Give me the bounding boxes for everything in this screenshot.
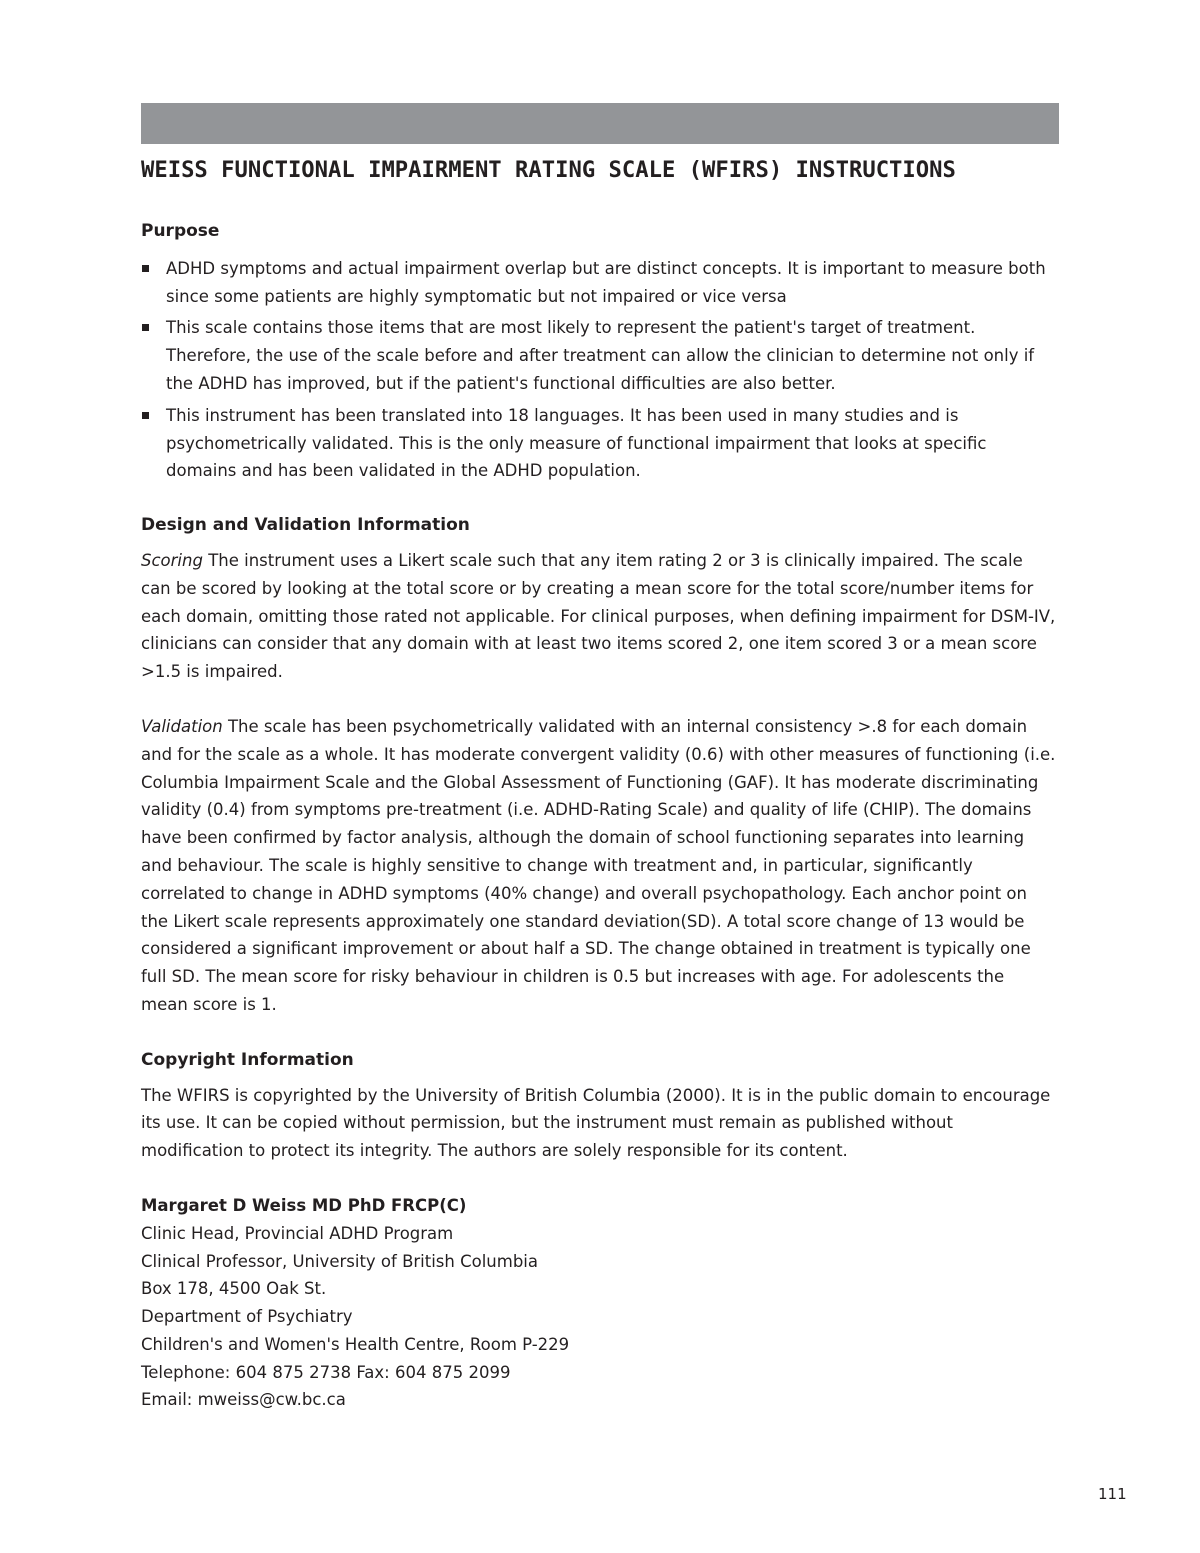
design-heading: Design and Validation Information	[141, 515, 470, 536]
copyright-paragraph: The WFIRS is copyrighted by the University of British Columbia (2000). It is in the public domain to encourage its use. It can be copied without permission, but the instrument must remain as published without modification to protect its integrity. The authors are solely responsible for its content.	[141, 1085, 1051, 1161]
author-address-line: Box 178, 4500 Oak St.	[141, 1279, 327, 1299]
list-item	[141, 402, 1056, 485]
validation-paragraph	[141, 713, 1056, 1019]
author-name: Margaret D Weiss MD PhD FRCP(C)	[141, 1195, 467, 1215]
square-bullet-icon	[142, 412, 149, 419]
author-title-line: Clinic Head, Provincial ADHD Program	[141, 1223, 454, 1243]
purpose-heading: Purpose	[141, 221, 220, 241]
scoring-paragraph	[141, 547, 1056, 686]
purpose-list	[141, 255, 1056, 485]
validation-text: The scale has been psychometrically validated with an internal consistency >.8 for each domain and for the scale as a whole. It has moderate convergent validity (0.6) with other measures of functioning (i.e. Columbia Impairment Scale and the Global Assessment of Functioning (GAF). It has moderate discriminating validity (0.4) from symptoms pre-treatment (i.e. ADHD-Rating Scale) and quality of life (CHIP). The domains have been confirmed by factor analysis, although the domain of school functioning separates into learning and behaviour. The scale is highly sensitive to change with treatment and, in particular, significantly correlated to change in ADHD symptoms (40% change) and overall psychopathology. Each anchor point on the Likert scale represents approximately one standard deviation(SD). A total score change of 13 would be considered a significant improvement or about half a SD. The change obtained in treatment is typically one full SD. The mean score for risky behaviour in children is 0.5 but increases with age. For adolescents the mean score is 1.	[141, 716, 1056, 1014]
list-item	[141, 314, 1056, 397]
copyright-heading: Copyright Information	[141, 1049, 354, 1070]
scoring-text: The instrument uses a Likert scale such that any item rating 2 or 3 is clinically impaired. The scale can be scored by looking at the total score or by creating a mean score for the total score/number items for each domain, omitting those rated not applicable. For clinical purposes, when defining impairment for DSM-IV, clinicians can consider that any domain with at least two items scored 2, one item scored 3 or a mean score >1.5 is impaired.	[141, 550, 1056, 682]
author-contact-block	[141, 1192, 1056, 1414]
author-phone-line: Telephone: 604 875 2738 Fax: 604 875 2099	[141, 1362, 511, 1382]
document-content	[141, 150, 1056, 1414]
page-title: WEISS FUNCTIONAL IMPAIRMENT RATING SCALE (WFIRS) INSTRUCTIONS	[141, 157, 956, 183]
author-affiliation-line: Clinical Professor, University of British Columbia	[141, 1251, 539, 1271]
author-email-line: Email: mweiss@cw.bc.ca	[141, 1390, 346, 1410]
list-item-text: This instrument has been translated into 18 languages. It has been used in many studies and is psychometrically validated. This is the only measure of functional impairment that looks at specific domains and has been validated in the ADHD population.	[166, 405, 987, 481]
author-department-line: Department of Psychiatry	[141, 1307, 353, 1327]
list-item-text: This scale contains those items that are most likely to represent the patient's target of treatment. Therefore, the use of the scale before and after treatment can allow the clinician to determine not only if the ADHD has improved, but if the patient's functional difficulties are also better.	[166, 318, 1035, 393]
list-item	[141, 255, 1056, 311]
header-bar	[141, 103, 1059, 144]
page-number: 111	[1098, 1485, 1127, 1503]
list-item-text: ADHD symptoms and actual impairment overlap but are distinct concepts. It is important to measure both since some patients are highly symptomatic but not impaired or vice versa	[166, 258, 1046, 306]
validation-term: Validation	[141, 716, 223, 736]
square-bullet-icon	[142, 324, 149, 331]
author-location-line: Children's and Women's Health Centre, Room P-229	[141, 1334, 570, 1354]
square-bullet-icon	[142, 265, 149, 272]
scoring-term: Scoring	[141, 550, 203, 570]
